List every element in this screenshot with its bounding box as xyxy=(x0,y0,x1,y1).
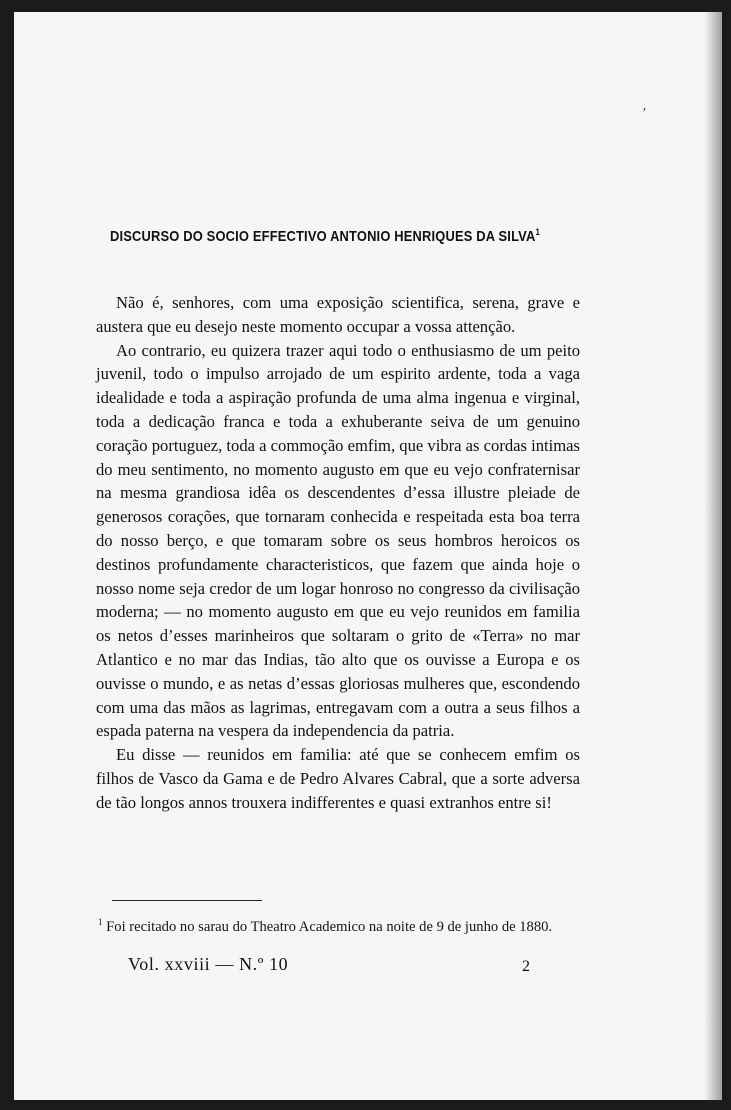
ink-mark: ’ xyxy=(642,106,647,121)
body-text xyxy=(96,291,580,815)
paragraph-2: Ao contrario, eu quizera trazer aqui todo o enthusiasmo de um peito juvenil, todo o impulso arrojado de um espirito ardente, toda a vaga idealidade e toda a aspiração profunda de uma alma ingenua e virginal, toda a dedicação franca e toda a exhuberante seiva de um genuino coração portuguez, toda a commoção emfim, que vibra as cordas intimas do meu sentimento, no momento augusto em que eu vejo confraternisar na mesma grandiosa idêa os descendentes d’essa illustre pleiade de generosos corações, que tornaram conhecida e respeitada esta boa terra do nosso berço, e que tomaram sobre os seus hombros heroicos os destinos profundamente characteristicos, que fazem que ainda hoje o nosso nome seja credor de um logar honroso no congresso da civilisação moderna; — no momento augusto em que eu vejo reunidos em familia os netos d’esses marinheiros que soltaram o grito de «Terra» no mar Atlantico e no mar das Indias, tão alto que os ouvisse a Europa e os ouvisse o mundo, e as netas d’essas gloriosas mulheres que, escondendo com uma das mãos as lagrimas, entregavam com a outra a seus filhos a espada paterna na vespera da independencia da patria. xyxy=(96,340,580,741)
volume-signature: Vol. xxviii — N.º 10 xyxy=(128,954,289,974)
footnote xyxy=(98,912,580,938)
document-page xyxy=(14,12,722,1100)
page-number: 2 xyxy=(522,958,530,975)
paragraph-1: Não é, senhores, com uma exposição scientifica, serena, grave e austera que eu desejo neste momento occupar a vossa attenção. xyxy=(96,293,580,336)
paragraph-3: Eu disse — reunidos em familia: até que se conhecem emfim os filhos de Vasco da Gama e de Pedro Alvares Cabral, que a sorte adversa de tão longos annos trouxera indifferentes e quasi extranhos entre si! xyxy=(96,745,580,812)
title-text: DISCURSO DO SOCIO EFFECTIVO ANTONIO HENRIQUES DA SILVA xyxy=(110,228,536,245)
footnote-divider xyxy=(112,900,262,901)
page-title xyxy=(110,227,540,245)
footnote-marker: 1 xyxy=(98,917,103,927)
title-note-marker: 1 xyxy=(535,227,540,237)
footnote-text: Foi recitado no sarau do Theatro Academico na noite de 9 de junho de 1880. xyxy=(106,918,553,935)
